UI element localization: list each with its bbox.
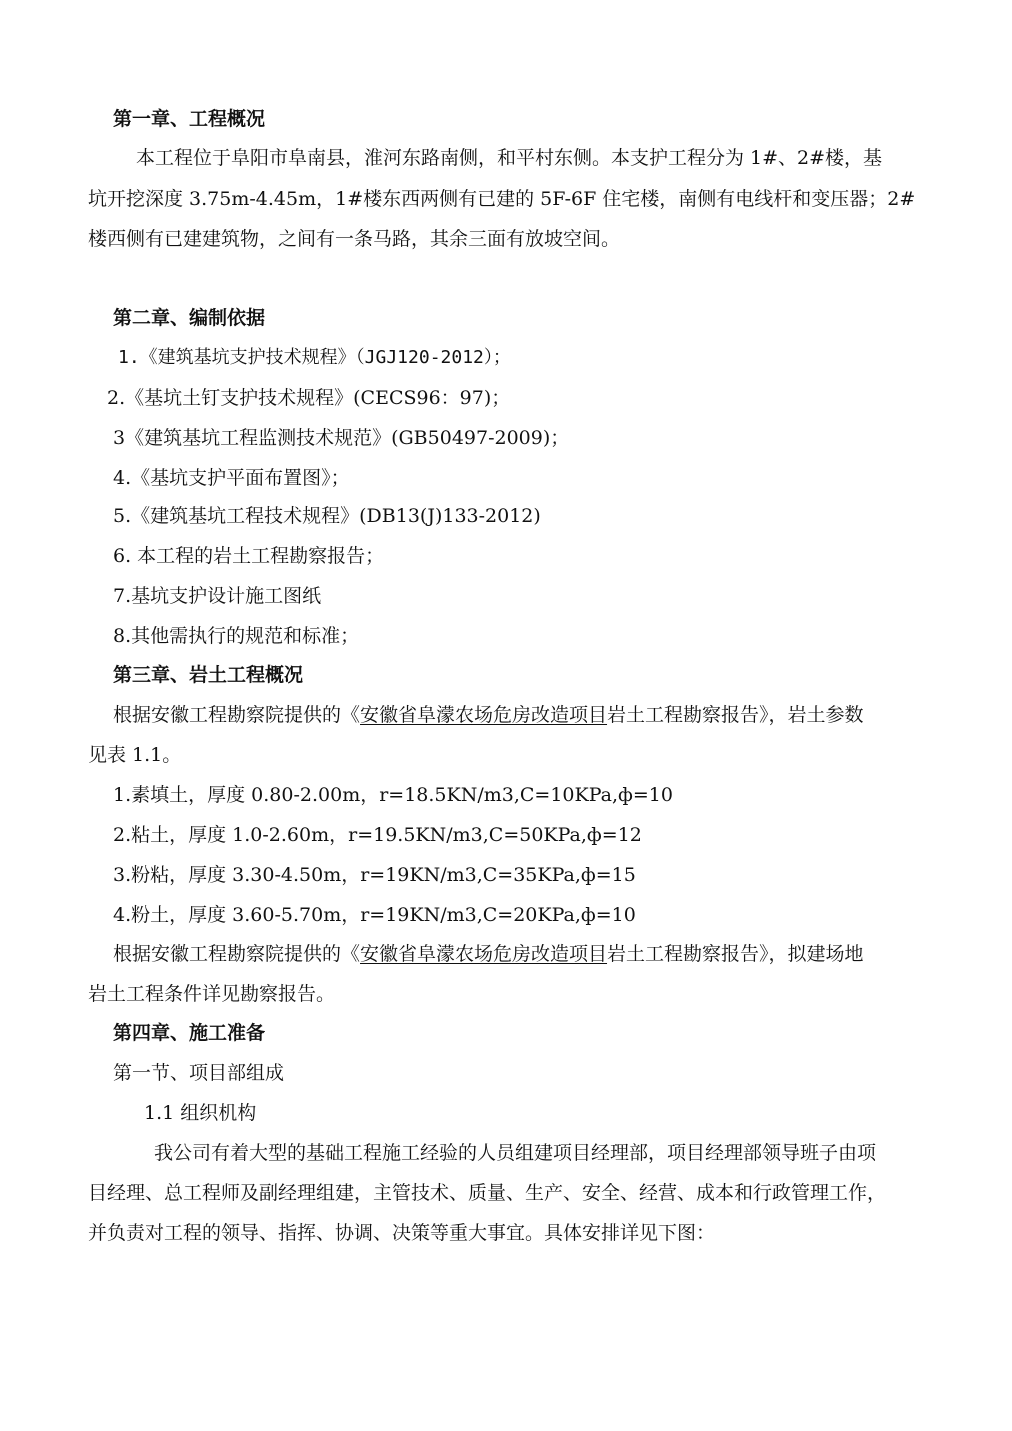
para-1-suffix: 岩土工程勘察报告》，岩土参数 xyxy=(607,704,864,726)
chapter-3-para-2-line-1 xyxy=(113,941,864,967)
chapter-4-para-line-2: 目经理、总工程师及副经理组建，主管技术、质量、生产、安全、经营、成本和行政管理工作， xyxy=(88,1182,887,1204)
reference-item-5: 5.《建筑基坑工程技术规程》(DB13(J)133-2012) xyxy=(113,505,541,527)
chapter-2-title: 第二章、编制依据 xyxy=(113,307,266,329)
report-title-link: 安徽省阜濛农场危房改造项目 xyxy=(360,943,608,965)
section-1-title: 第一节、项目部组成 xyxy=(113,1062,285,1084)
subsection-1-1-title: 1.1 组织机构 xyxy=(144,1102,257,1124)
report-title-link: 安徽省阜濛农场危房改造项目 xyxy=(360,704,608,726)
reference-item-6: 6. 本工程的岩土工程勘察报告； xyxy=(113,545,385,567)
chapter-1-para-line-2: 坑开挖深度 3.75m-4.45m，1#楼东西两侧有已建的 5F-6F 住宅楼，南侧有电线杆和变压器；2# xyxy=(88,188,916,210)
chapter-3-para-2-line-2: 岩土工程条件详见勘察报告。 xyxy=(88,983,336,1005)
reference-item-3: 3《建筑基坑工程监测技术规范》(GB50497-2009)； xyxy=(113,427,570,449)
chapter-3-para-1-line-2: 见表 1.1。 xyxy=(88,744,182,766)
para-1-prefix: 根据安徽工程勘察院提供的《 xyxy=(113,704,361,726)
para-2-prefix: 根据安徽工程勘察院提供的《 xyxy=(113,943,361,965)
reference-item-1: 1.《建筑基坑支护技术规程》（JGJ120-2012）； xyxy=(118,347,511,368)
chapter-3-title: 第三章、岩土工程概况 xyxy=(113,664,304,686)
reference-item-8: 8.其他需执行的规范和标准； xyxy=(113,625,360,647)
chapter-4-para-line-3: 并负责对工程的领导、指挥、协调、决策等重大事宜。具体安排详见下图： xyxy=(88,1222,716,1244)
chapter-1-para-line-1: 本工程位于阜阳市阜南县，淮河东路南侧，和平村东侧。本支护工程分为 1#、2#楼，基 xyxy=(136,147,883,169)
reference-item-7: 7.基坑支护设计施工图纸 xyxy=(113,585,322,607)
chapter-1-title: 第一章、工程概况 xyxy=(113,108,266,130)
soil-layer-4: 4.粉土，厚度 3.60-5.70m，r=19KN/m3,C=20KPa,ф=10 xyxy=(113,904,636,926)
soil-layer-1: 1.素填土，厚度 0.80-2.00m，r=18.5KN/m3,C=10KPa,ф=10 xyxy=(113,784,673,806)
chapter-4-para-line-1: 我公司有着大型的基础工程施工经验的人员组建项目经理部，项目经理部领导班子由项 xyxy=(154,1142,877,1164)
para-2-suffix: 岩土工程勘察报告》，拟建场地 xyxy=(607,943,864,965)
chapter-1-para-line-3: 楼西侧有已建建筑物，之间有一条马路，其余三面有放坡空间。 xyxy=(88,228,621,250)
reference-item-4: 4.《基坑支护平面布置图》； xyxy=(113,467,350,489)
chapter-4-title: 第四章、施工准备 xyxy=(113,1022,266,1044)
chapter-3-para-1-line-1 xyxy=(113,702,864,728)
soil-layer-3: 3.粉粘，厚度 3.30-4.50m，r=19KN/m3,C=35KPa,ф=15 xyxy=(113,864,636,886)
soil-layer-2: 2.粘土，厚度 1.0-2.60m，r=19.5KN/m3,C=50KPa,ф=12 xyxy=(113,824,642,846)
reference-item-2: 2.《基坑土钉支护技术规程》(CECS96：97)； xyxy=(107,387,511,409)
